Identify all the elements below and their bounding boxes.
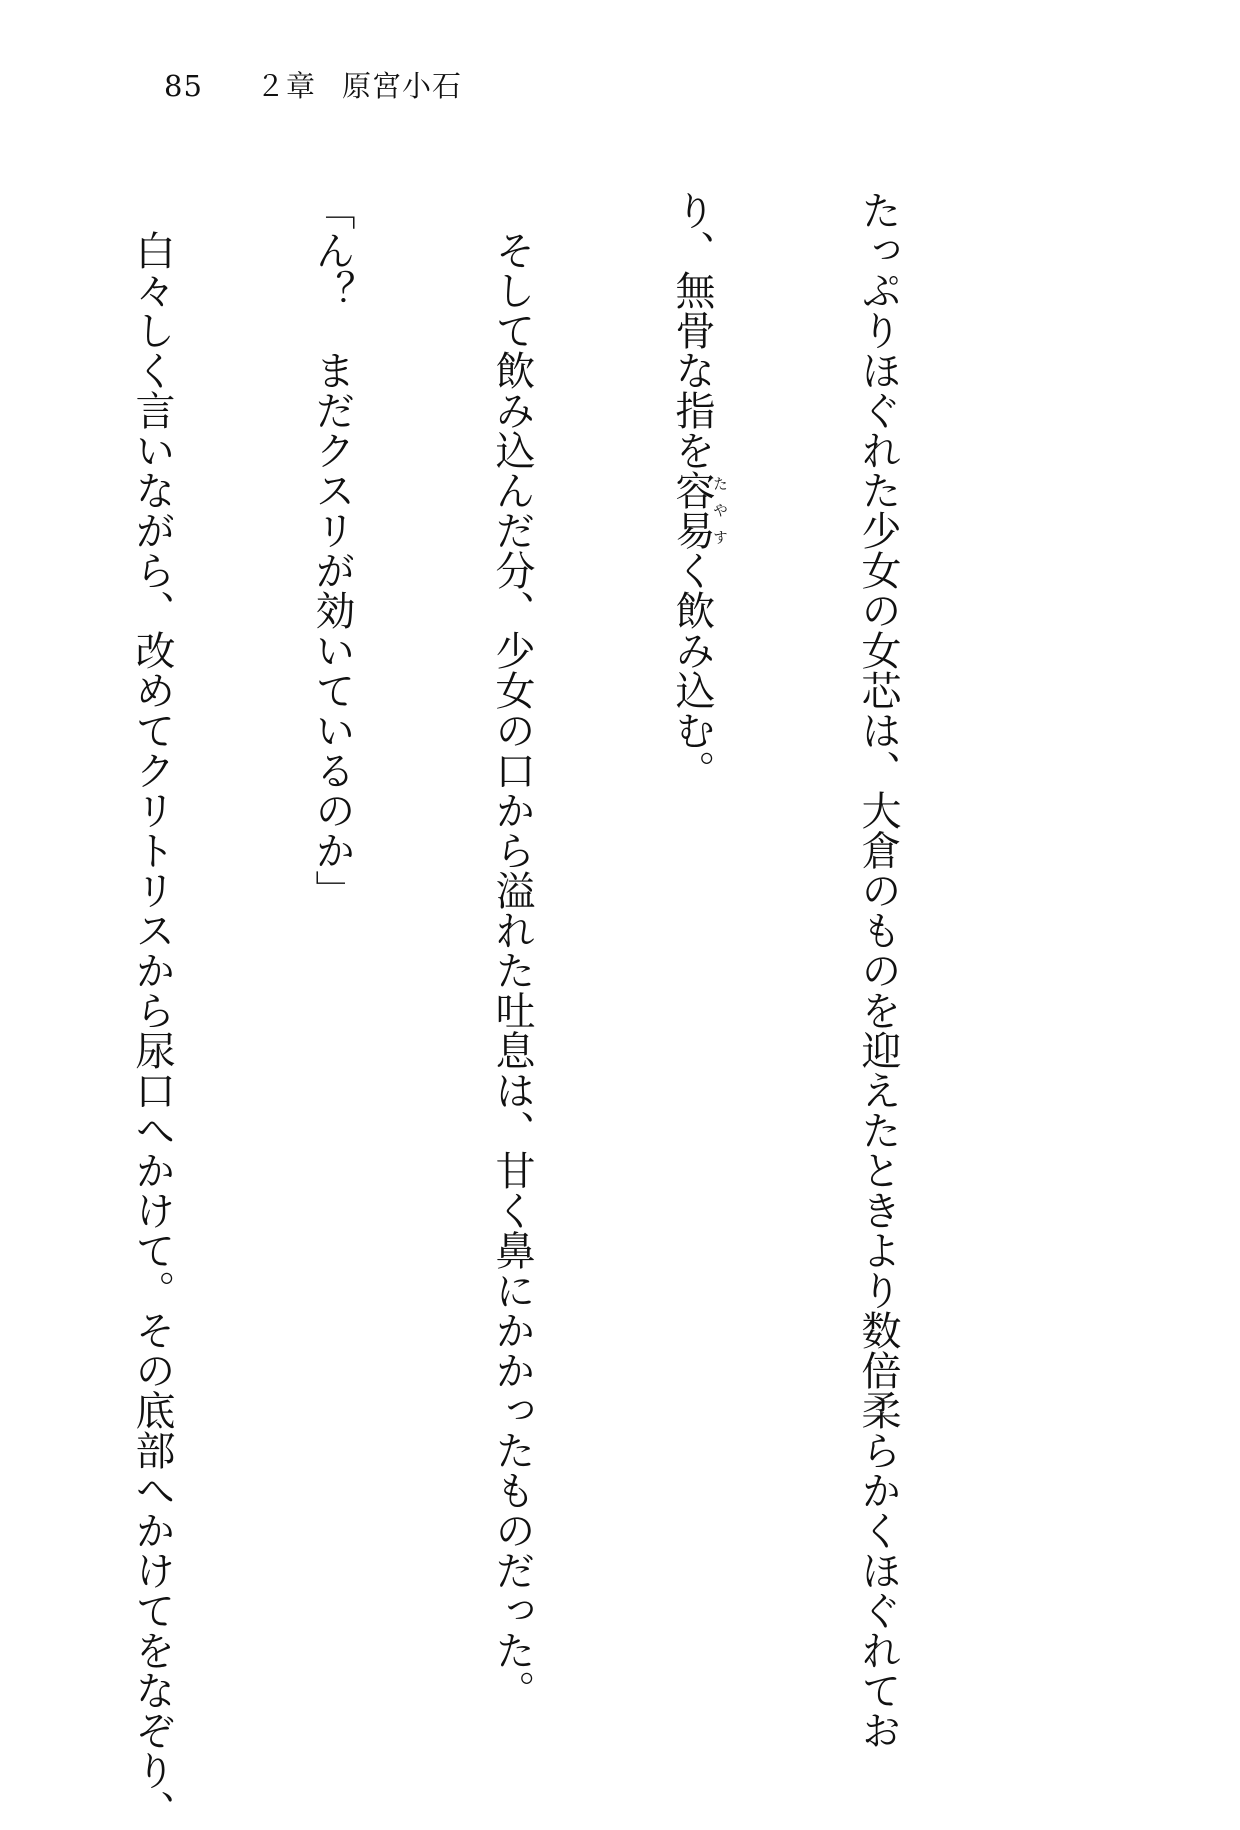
- text-line: 白々しく言いながら、改めてクリトリスから尿口へかけて。その底部へかけてをなぞり、: [129, 190, 175, 1830]
- chapter-label: ２章: [256, 69, 317, 103]
- running-head: [164, 66, 462, 106]
- ruby-annotation: 容易たやす: [669, 470, 729, 550]
- chapter-title: 原宮小石: [342, 69, 463, 103]
- text-line: り、無骨な指を容易たやすく飲み込む。: [669, 190, 729, 790]
- text-line: そして飲み込んだ分、少女の口から溢れた吐息は、甘く鼻にかかったものだった。: [489, 190, 535, 1710]
- text-line: [0, 190, 2, 1610]
- text-line: たっぷりほぐれた少女の女芯は、大倉のものを迎えたときより数倍柔らかくほぐれてお: [855, 190, 901, 1750]
- text-line: 「ん？ まだクスリが効いているのか」: [309, 190, 355, 910]
- body-text: [0, 190, 1028, 1830]
- page-number: 85: [164, 69, 203, 103]
